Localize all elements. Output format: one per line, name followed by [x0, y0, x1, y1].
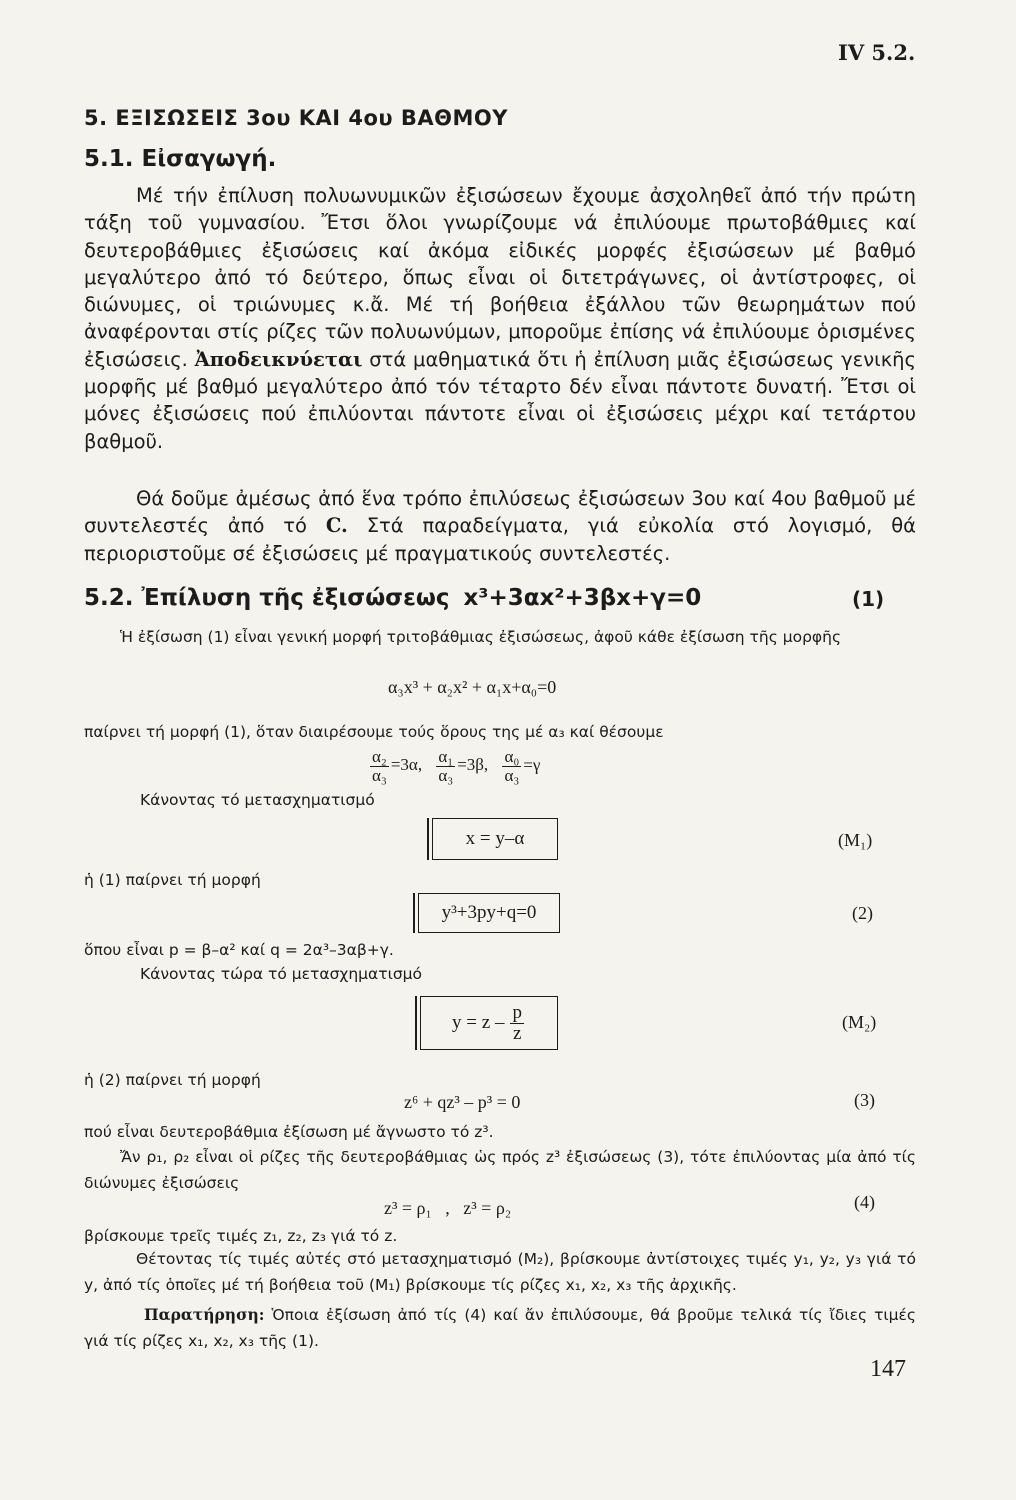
m2-denominator: z [512, 1022, 522, 1044]
section-5-1-title: 5.1. Εἰσαγωγή. [84, 146, 277, 172]
general-form-text: Ἡ ἐξίσωση (1) εἶναι γενική μορφή τριτοβάθμιας ἐξισώσεως, ἀφοῦ κάθε ἐξίσωση τῆς μορφῆς [120, 628, 842, 646]
fraction-a0-a3 [502, 748, 521, 785]
section-5-2-title [84, 585, 701, 611]
fraction-numerator: α₁ [438, 747, 454, 766]
m1-label: (M₁) [838, 830, 873, 850]
section-5-2-title-equation: x³+3αx²+3βx+γ=0 [463, 585, 702, 611]
p-q-definitions: ὅπου εἶναι p = β–α² καί q = 2α³–3αβ+γ. [84, 941, 394, 959]
fraction-denominator: α₃ [372, 765, 387, 785]
reduced-cubic-box: y³+3py+q=0 [418, 893, 560, 933]
intro-text-a: Μέ τήν ἐπίλυση πολυωνυμικῶν ἐξισώσεων ἔχουμε ἀσχοληθεῖ ἀπό τήν πρώτη τάξη τοῦ γυμνασίου. Ἔτσι ὅλοι γνωρίζουμε νά ἐπιλύουμε πρωτοβάθμιες καί δευτεροβάθμιες ἐξισώσεις καί ἀκόμα εἰδικές μορφές ἐξισώσεων μέ βαθμό μεγαλύτερο ἀπό τό δεύτερο, ὅπως εἶναι οἱ διτετράγωνες, οἱ ἀντίστροφες, οἱ διώνυμες, οἱ τριώνυμες κ.ἄ. Μέ τή βοήθεια ἐξάλλου τῶν θεωρημάτων πού ἀναφέρονται στίς ρίζες τῶν πολυωνύμων, μποροῦμε ἐπίσης νά ἐπιλύουμε ὁρισμένες ἐξισώσεις. [84, 184, 916, 371]
remark-label: Παρατήρηση: [144, 1305, 265, 1324]
running-header: IV 5.2. [838, 40, 916, 65]
fraction-numerator: α₀ [504, 747, 520, 766]
intro-paragraph-1 [84, 182, 916, 455]
fraction-a1-a3 [436, 748, 455, 785]
equation-4: z³ = ρ₁ , z³ = ρ₂ [384, 1198, 512, 1218]
fraction-rhs: =3α, [390, 755, 423, 775]
transformation-text-2: Κάνοντας τώρα τό μετασχηματισμό [140, 965, 423, 983]
coefficient-fractions [368, 748, 540, 785]
intro-paragraph-2 [84, 485, 916, 567]
takes-form-text-2: ἡ (2) παίρνει τή μορφή [84, 1071, 261, 1089]
page-number: 147 [870, 1356, 906, 1382]
equation-1-label: (1) [852, 587, 885, 611]
general-cubic-equation: α₃x³ + α₂x² + α₁x+α₀=0 [388, 677, 557, 697]
transformation-m2-box [420, 996, 558, 1050]
equation-4-label: (4) [854, 1192, 875, 1212]
m2-numerator: p [512, 1001, 522, 1023]
intro-text-b: στά μαθηματικά ὅτι ἡ ἐπίλυση μιᾶς ἐξισώσεως γενικῆς μορφῆς μέ βαθμό μεγαλύτερο ἀπό τόν τέταρτο δέν εἶναι πάντοτε δυνατή. Ἔτσι οἱ μόνες ἐξισώσεις πού ἐπιλύονται πάντοτε εἶναι οἱ ἐξισώσεις μέχρι καί τετάρτου βαθμοῦ. [84, 347, 916, 453]
equation-3-label: (3) [854, 1090, 875, 1110]
intro-bold-word: Ἀποδεικνύεται [194, 347, 363, 371]
transformation-m1-box: x = y–α [432, 818, 558, 860]
division-text: παίρνει τή μορφή (1), ὅταν διαιρέσουμε τούς ὅρους της μέ α₃ καί θέσουμε [84, 723, 664, 741]
intro2-text-b: Στά παραδείγματα, γιά εὐκολία στό λογισμό, θά περιοριστοῦμε σέ ἐξισώσεις μέ πραγματικούς συντελεστές. [84, 514, 916, 565]
remark-text: Ὁποια ἐξίσωση ἀπό τίς (4) καί ἄν ἐπιλύσουμε, θά βροῦμε τελικά τίς ἴδιες τιμές γιά τίς ρίζες x₁, x₂, x₃ τῆς (1). [84, 1306, 916, 1350]
chapter-title: 5. ΕΞΙΣΩΣΕΙΣ 3ου ΚΑΙ 4ου ΒΑΘΜΟΥ [84, 106, 508, 130]
transformation-text-1: Κάνοντας τό μετασχηματισμό [140, 791, 375, 809]
back-substitution-text: Θέτοντας τίς τιμές αὐτές στό μετασχηματισμό (M₂), βρίσκουμε ἀντίστοιχες τιμές y₁, y₂, y₃ γιά τό y, ἀπό τίς ὁποῖες μέ τή βοήθεια τοῦ (M₁) βρίσκουμε τίς ρίζες x₁, x₂, x₃ τῆς ἀρχικῆς. [84, 1250, 916, 1294]
m2-fraction [510, 1003, 524, 1044]
equation-2-label: (2) [852, 903, 873, 923]
three-values-text: βρίσκουμε τρεῖς τιμές z₁, z₂, z₃ γιά τό z. [84, 1227, 398, 1245]
fraction-numerator: α₂ [372, 747, 387, 766]
equation-3: z⁶ + qz³ – p³ = 0 [404, 1092, 521, 1112]
quadratic-note: πού εἶναι δευτεροβάθμια ἐξίσωση μέ ἄγνωστο τό z³. [84, 1123, 494, 1141]
intro2-text-a: Θά δοῦμε ἀμέσως ἀπό ἕνα τρόπο ἐπιλύσεως ἐξισώσεων 3ου καί 4ου βαθμοῦ μέ συντελεστές ἀπό τό [84, 487, 916, 538]
fraction-rhs: =γ [523, 755, 541, 775]
roots-text: Ἄν ρ₁, ρ₂ εἶναι οἱ ρίζες τῆς δευτεροβάθμιας ὡς πρός z³ ἐξισώσεως (3), τότε ἐπιλύοντας μία ἀπό τίς διώνυμες ἐξισώσεις [84, 1148, 916, 1192]
section-5-2-title-text: 5.2. Ἐπίλυση τῆς ἐξισώσεως [84, 585, 450, 611]
fraction-a2-a3 [370, 748, 389, 785]
fraction-rhs: =3β, [457, 755, 489, 775]
m2-label: (M₂) [842, 1012, 877, 1032]
remark-paragraph [84, 1302, 916, 1354]
m2-lhs: y = z – [452, 1012, 505, 1033]
fraction-denominator: α₃ [504, 765, 520, 785]
fraction-denominator: α₃ [438, 765, 454, 785]
complex-field-symbol: C. [325, 514, 348, 538]
takes-form-text-1: ἡ (1) παίρνει τή μορφή [84, 871, 261, 889]
